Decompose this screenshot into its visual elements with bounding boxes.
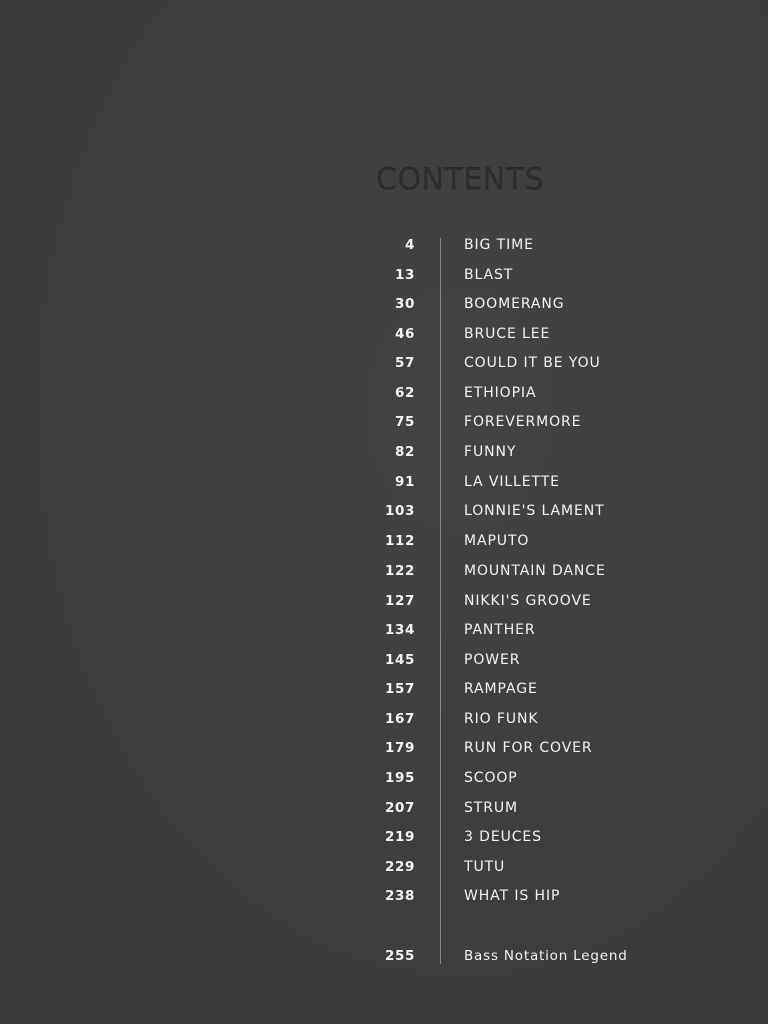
toc-song-title: PANTHER xyxy=(464,622,536,638)
toc-page-number: 219 xyxy=(385,829,415,845)
toc-page-number: 255 xyxy=(385,948,415,964)
toc-page-number: 13 xyxy=(395,267,415,283)
toc-song-title: BLAST xyxy=(464,267,514,283)
toc-page-number: 57 xyxy=(395,355,415,371)
toc-page-number: 134 xyxy=(385,622,415,638)
toc-entry[interactable] xyxy=(340,649,700,671)
toc-entry[interactable] xyxy=(340,382,700,404)
toc-entry[interactable] xyxy=(340,885,700,907)
toc-song-title: RUN FOR COVER xyxy=(464,740,593,756)
toc-song-title: TUTU xyxy=(464,859,506,875)
toc-song-title: FOREVERMORE xyxy=(464,414,582,430)
toc-song-title: RAMPAGE xyxy=(464,681,538,697)
toc-song-title: BOOMERANG xyxy=(464,296,565,312)
toc-entry[interactable] xyxy=(340,441,700,463)
toc-entry[interactable] xyxy=(340,500,700,522)
toc-song-title: MOUNTAIN DANCE xyxy=(464,563,606,579)
toc-legend-title: Bass Notation Legend xyxy=(464,948,628,964)
toc-entry[interactable] xyxy=(340,856,700,878)
toc-page-number: 238 xyxy=(385,888,415,904)
toc-page-number: 30 xyxy=(395,296,415,312)
toc-song-title: COULD IT BE YOU xyxy=(464,355,601,371)
toc-page-number: 207 xyxy=(385,800,415,816)
toc-page-number: 167 xyxy=(385,711,415,727)
toc-entry[interactable] xyxy=(340,323,700,345)
toc-page-number: 62 xyxy=(395,385,415,401)
toc-page-number: 82 xyxy=(395,444,415,460)
toc-song-title: RIO FUNK xyxy=(464,711,539,727)
toc-page-number: 195 xyxy=(385,770,415,786)
toc-entry[interactable] xyxy=(340,678,700,700)
toc-page-number: 229 xyxy=(385,859,415,875)
toc-song-title: LONNIE'S LAMENT xyxy=(464,503,605,519)
toc-page-number: 4 xyxy=(405,237,415,253)
toc-entry[interactable] xyxy=(340,411,700,433)
toc-song-title: POWER xyxy=(464,652,521,668)
contents-heading: CONTENTS xyxy=(376,163,545,198)
toc-song-title: SCOOP xyxy=(464,770,518,786)
toc-page-number: 122 xyxy=(385,563,415,579)
toc-page-number: 112 xyxy=(385,533,415,549)
toc-entry[interactable] xyxy=(340,619,700,641)
toc-entry[interactable] xyxy=(340,471,700,493)
toc-entry[interactable] xyxy=(340,293,700,315)
toc-song-title: 3 DEUCES xyxy=(464,829,542,845)
toc-song-title: NIKKI'S GROOVE xyxy=(464,593,592,609)
toc-page-number: 103 xyxy=(385,503,415,519)
toc-entry[interactable] xyxy=(340,234,700,256)
toc-entry[interactable] xyxy=(340,797,700,819)
toc-entry[interactable] xyxy=(340,767,700,789)
toc-song-title: ETHIOPIA xyxy=(464,385,537,401)
toc-song-title: MAPUTO xyxy=(464,533,530,549)
toc-song-title: WHAT IS HIP xyxy=(464,888,561,904)
toc-page-number: 157 xyxy=(385,681,415,697)
toc-entry[interactable] xyxy=(340,352,700,374)
toc-entry[interactable] xyxy=(340,590,700,612)
toc-page-number: 127 xyxy=(385,593,415,609)
toc-song-title: FUNNY xyxy=(464,444,517,460)
toc-entry[interactable] xyxy=(340,737,700,759)
toc-entry[interactable] xyxy=(340,826,700,848)
toc-page-number: 91 xyxy=(395,474,415,490)
toc-page-number: 145 xyxy=(385,652,415,668)
toc-song-title: BRUCE LEE xyxy=(464,326,551,342)
toc-song-title: LA VILLETTE xyxy=(464,474,560,490)
toc-page-number: 179 xyxy=(385,740,415,756)
toc-song-title: STRUM xyxy=(464,800,518,816)
toc-song-title: BIG TIME xyxy=(464,237,534,253)
toc-entry[interactable] xyxy=(340,560,700,582)
toc-entry[interactable] xyxy=(340,264,700,286)
toc-entry-legend[interactable] xyxy=(340,945,700,967)
toc-page-number: 75 xyxy=(395,414,415,430)
toc-page-number: 46 xyxy=(395,326,415,342)
toc-entry[interactable] xyxy=(340,530,700,552)
toc-entry[interactable] xyxy=(340,708,700,730)
